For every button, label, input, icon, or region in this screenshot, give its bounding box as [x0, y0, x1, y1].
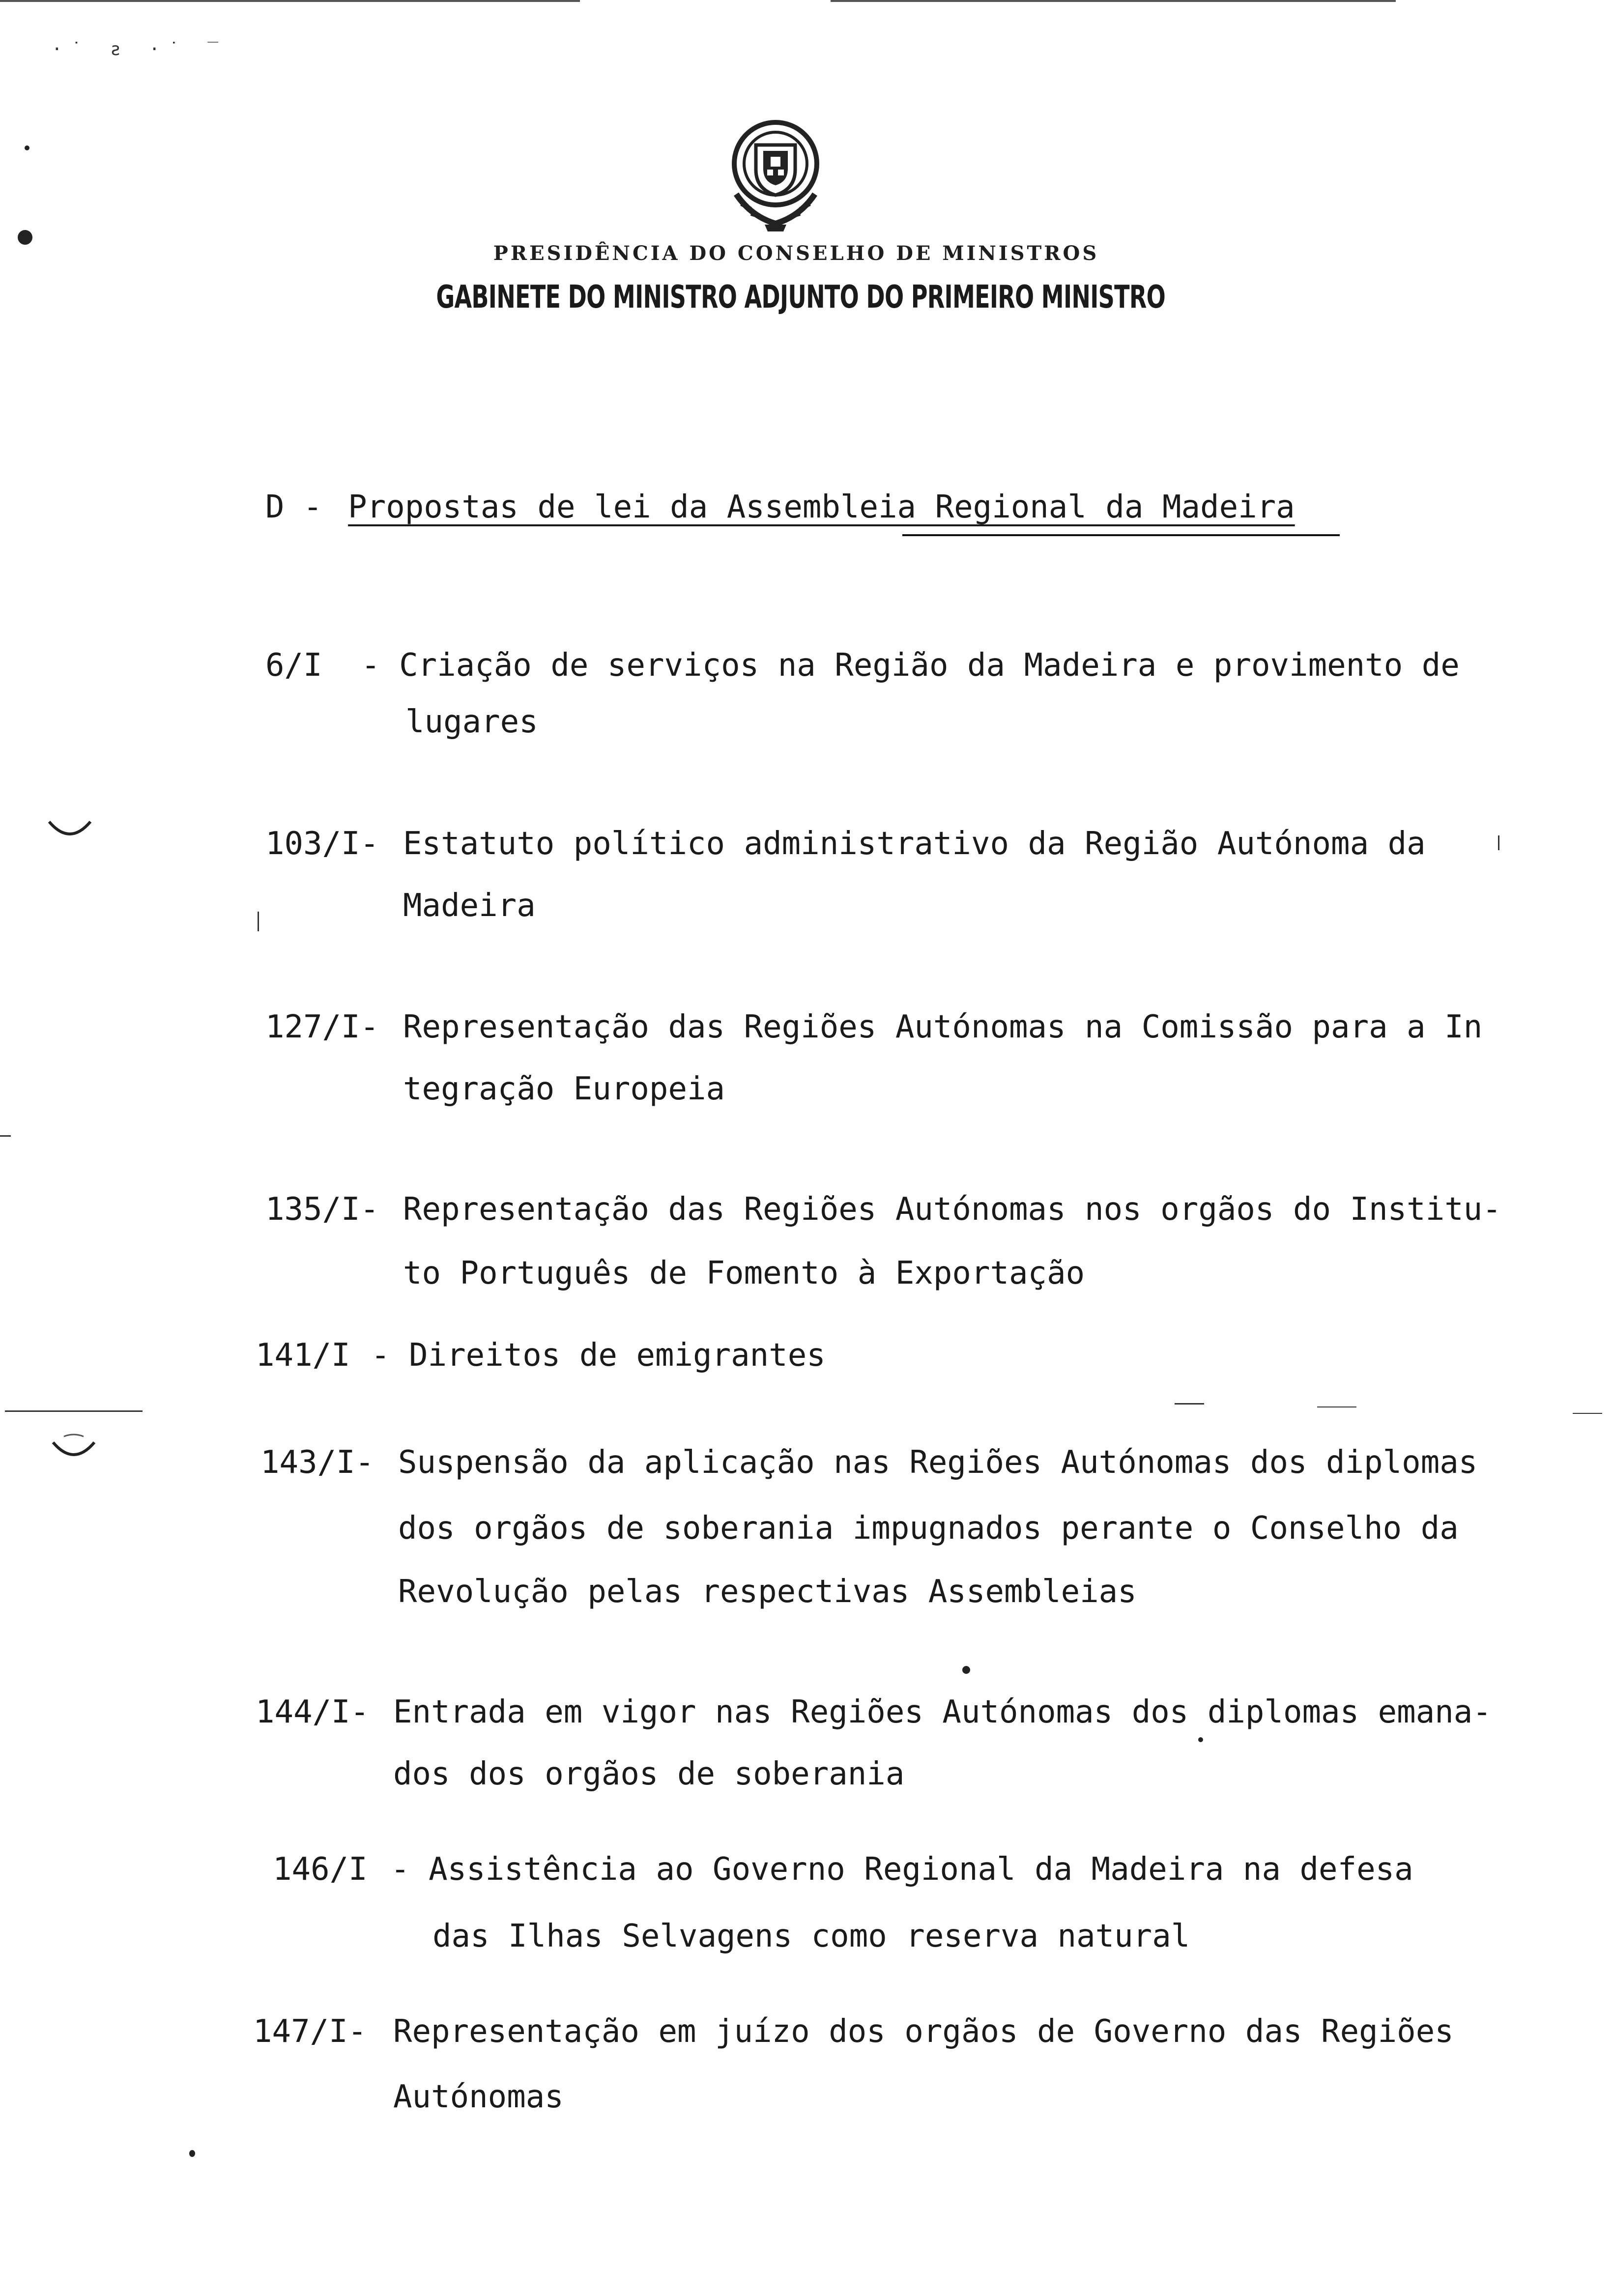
scan-line	[1573, 1413, 1602, 1414]
scan-line	[1498, 835, 1499, 850]
proposal-text-line: Representação das Regiões Autónomas na Comissão para a In	[403, 1009, 1483, 1045]
proposal-text-line: Representação das Regiões Autónomas nos orgãos do Institu-	[403, 1191, 1501, 1228]
proposal-text-line: lugares	[405, 704, 538, 740]
proposal-text-line: tegração Europeia	[403, 1071, 725, 1107]
proposal-text-line: to Português de Fomento à Exportação	[403, 1255, 1085, 1292]
scan-speck	[25, 145, 29, 150]
proposal-text-line: Estatuto político administrativo da Região Autónoma da	[403, 826, 1426, 862]
punch-hole-mark	[49, 1433, 98, 1467]
proposal-text-line: - Criação de serviços na Região da Madeira e provimento de	[361, 647, 1460, 684]
scan-speck	[962, 1666, 970, 1674]
proposal-text-line: Entrada em vigor nas Regiões Autónomas dos diplomas emana-	[393, 1694, 1492, 1730]
proposal-text-line: Suspensão da aplicação nas Regiões Autónomas dos diplomas	[398, 1444, 1478, 1481]
corner-marks: ·˙ ƨ ·˙ ‾	[52, 39, 228, 59]
scan-line	[5, 1410, 143, 1412]
proposal-text-line: das Ilhas Selvagens como reserva natural	[432, 1918, 1190, 1954]
proposal-text-line: Autónomas	[393, 2079, 564, 2115]
scan-speck	[18, 230, 32, 245]
scan-line	[1317, 1406, 1356, 1407]
section-letter: D -	[265, 489, 322, 525]
proposal-number: 135/I-	[265, 1191, 379, 1228]
proposal-text-line: Revolução pelas respectivas Assembleias	[398, 1574, 1137, 1610]
scan-speck	[189, 2150, 195, 2157]
section-title: Propostas de lei da Assembleia Regional da Madeira	[348, 489, 1295, 525]
proposal-text-line: dos orgãos de soberania impugnados perante o Conselho da	[398, 1510, 1459, 1547]
proposal-text-line: - Assistência ao Governo Regional da Madeira na defesa	[391, 1851, 1413, 1888]
proposal-number: 147/I-	[253, 2013, 367, 2050]
top-edge-rule	[0, 0, 580, 2]
institution-heading: PRESIDÊNCIA DO CONSELHO DE MINISTROS	[493, 242, 1099, 265]
scan-line	[1175, 1403, 1204, 1405]
proposal-number: 6/I	[265, 647, 322, 684]
scan-line	[0, 1135, 11, 1137]
coat-of-arms-emblem	[721, 111, 830, 233]
scan-line	[902, 534, 1340, 536]
proposal-number: 103/I-	[265, 826, 379, 862]
top-edge-rule	[831, 0, 1396, 2]
proposal-text-line: Representação em juízo dos orgãos de Governo das Regiões	[393, 2013, 1454, 2050]
proposal-number: 141/I	[256, 1337, 350, 1374]
office-heading: GABINETE DO MINISTRO ADJUNTO DO PRIMEIRO MINISTRO	[436, 279, 1166, 316]
proposal-text-line: - Direitos de emigrantes	[371, 1337, 826, 1374]
section-heading	[265, 489, 1295, 525]
proposal-text-line: dos dos orgãos de soberania	[393, 1756, 905, 1792]
proposal-number: 146/I	[273, 1851, 368, 1888]
scan-speck	[1198, 1737, 1203, 1742]
proposal-text-line: Madeira	[403, 888, 536, 924]
proposal-number: 143/I-	[260, 1444, 374, 1481]
proposal-number: 127/I-	[265, 1009, 379, 1045]
punch-hole-mark	[45, 816, 94, 845]
scan-line	[258, 912, 259, 931]
proposal-number: 144/I-	[256, 1694, 370, 1730]
